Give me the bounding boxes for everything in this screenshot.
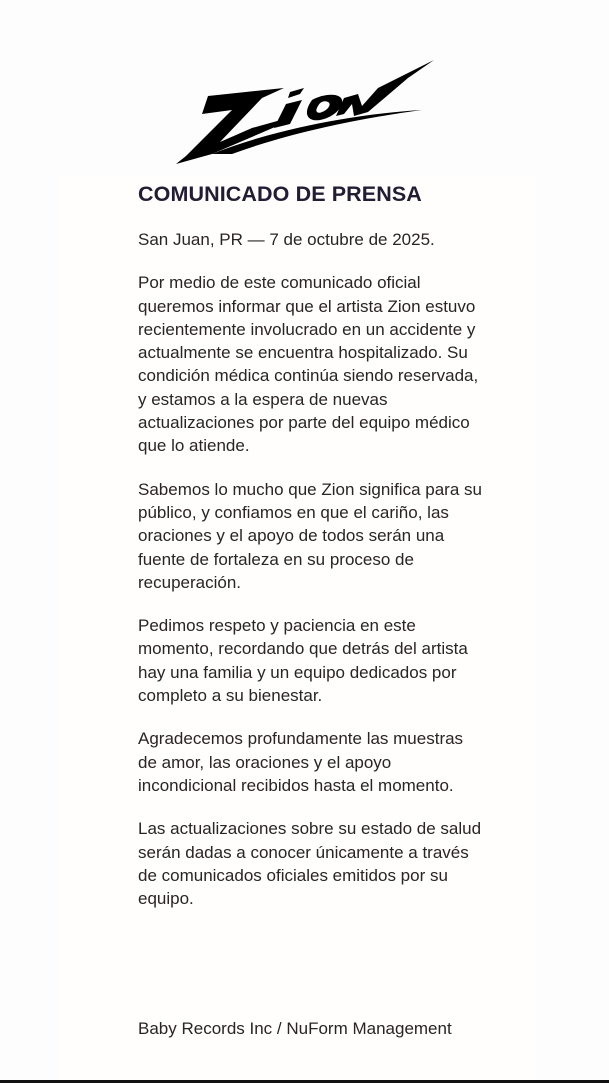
document-title: COMUNICADO DE PRENSA [138,182,422,206]
press-release [138,180,483,910]
paragraph-4: Agradecemos profundamente las muestras de amor, las oraciones y el apoyo incondicional recibidos hasta el momento. [138,729,464,795]
signature: Baby Records Inc / NuForm Management [138,1019,452,1038]
paragraph-2: Sabemos lo mucho que Zion significa para su público, y confiamos en que el cariño, las oraciones y el apoyo de todos serán una fuente de fortaleza en su proceso de recuperación. [138,479,482,592]
zion-logo [172,58,438,166]
dateline: San Juan, PR — 7 de octubre de 2025. [138,230,435,249]
paragraph-1: Por medio de este comunicado oficial queremos informar que el artista Zion estuvo recientemente involucrado en un accidente y actualmente se encuentra hospitalizado. Su condición médica continúa siendo reservada, y estamos a la espera de nuevas actualizaciones por parte del equipo médico que lo atiende. [138,273,479,456]
paragraph-3: Pedimos respeto y paciencia en este momento, recordando que detrás del artista hay una familia y un equipo dedicados por completo a su bienestar. [138,616,468,706]
zion-logo-icon [172,58,438,166]
paragraph-5: Las actualizaciones sobre su estado de salud serán dadas a conocer únicamente a través de comunicados oficiales emitidos por su equipo. [138,819,482,909]
